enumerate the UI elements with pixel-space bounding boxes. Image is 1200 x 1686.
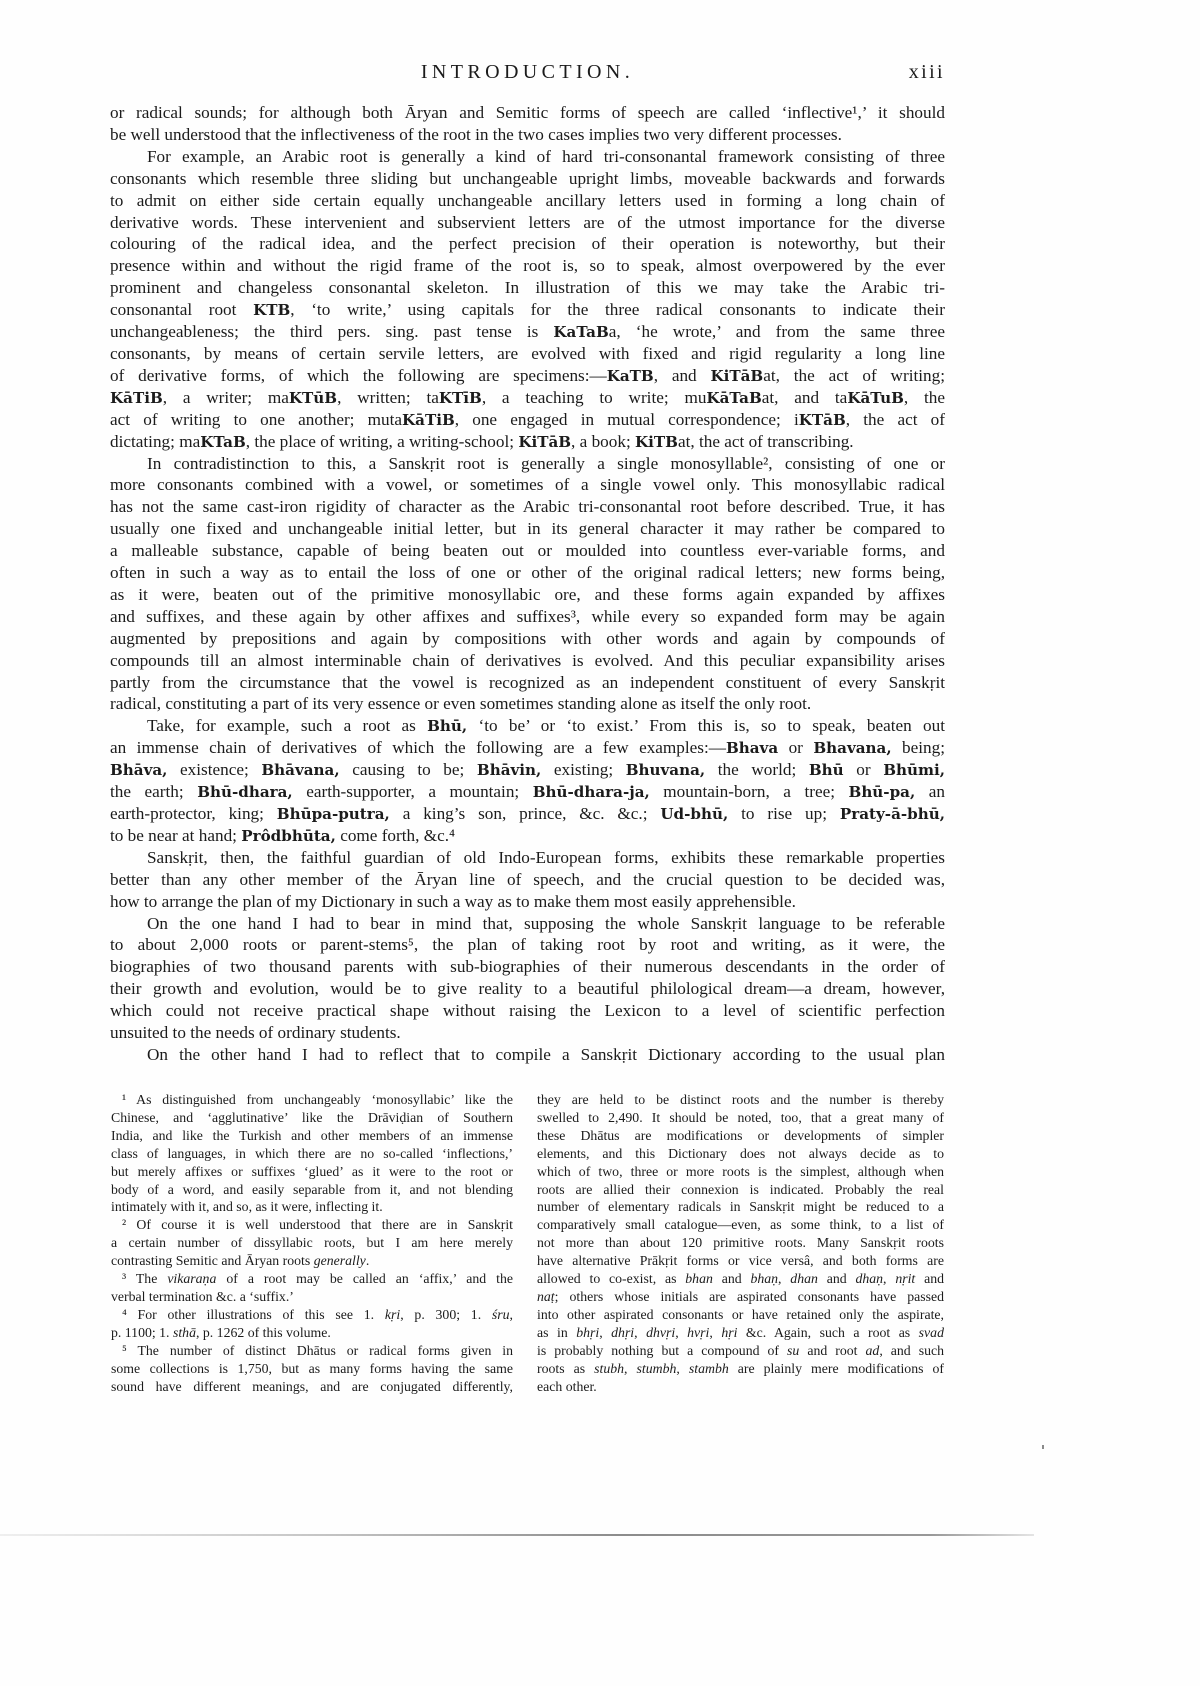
- text-run: ² Of course it is well understood that there are in Sanskṛit: [122, 1217, 513, 1233]
- text-run: or radical sounds; for although both Āryan and Semitic forms of speech are called ‘inflective¹,’ it should: [110, 103, 945, 122]
- bold-term: Bhūmi,: [883, 761, 945, 780]
- text-run: radical, constituting a part of its very essence or even sometimes standing alone as itself the only root.: [110, 694, 812, 714]
- text-run: , the place of writing, a writing-school;: [245, 431, 519, 451]
- text-run: some collections is 1,750, but as many forms having the same: [111, 1360, 513, 1376]
- text-run: not more than about 120 primitive roots. Many Sanskṛit roots: [537, 1235, 944, 1251]
- text-line: [110, 102, 945, 124]
- italic-term: śru: [491, 1306, 510, 1322]
- text-run: unchangeableness; the third pers. sing. past tense is: [110, 322, 554, 342]
- text-run: .: [365, 1253, 370, 1269]
- text-run: and: [712, 1271, 751, 1287]
- bold-term: Bhū: [808, 761, 844, 780]
- italic-term: generally: [313, 1253, 366, 1269]
- text-run: ³ The: [122, 1271, 168, 1287]
- footnotes-left-column: [111, 1091, 513, 1395]
- text-run: is probably nothing but a compound of: [537, 1342, 788, 1358]
- text-line: [537, 1306, 944, 1324]
- text-run: act of writing to one another; muta: [110, 409, 403, 429]
- bold-term: KTūB: [288, 388, 338, 407]
- text-run: and: [915, 1271, 944, 1287]
- text-line: [110, 956, 945, 978]
- footnote: [111, 1091, 513, 1216]
- bold-term: KiTāB: [710, 366, 764, 385]
- text-line: [110, 825, 945, 847]
- scan-artifact-rule: [0, 1534, 1034, 1536]
- text-line: [110, 277, 945, 299]
- text-line: [110, 759, 945, 781]
- text-run: each other.: [537, 1378, 597, 1394]
- text-run: , ‘to write,’ using capitals for the three radical consonants to indicate their: [290, 300, 945, 320]
- text-line: [110, 672, 945, 694]
- text-run: be well understood that the inflectiveness of the root in the two cases implies two very different processes.: [110, 124, 842, 144]
- text-line: [110, 343, 945, 365]
- text-run: into other aspirated consonants or have retained only the aspirate,: [537, 1306, 944, 1322]
- italic-term: dhan: [790, 1271, 818, 1287]
- text-run: to be near at hand;: [110, 825, 242, 845]
- text-run: at, the act of writing;: [763, 365, 945, 385]
- text-run: an immense chain of derivatives of which the following are a few examples:—: [110, 738, 726, 758]
- text-run: ,: [675, 1324, 688, 1340]
- bold-term: KTB: [253, 301, 291, 320]
- bold-term: Bhū-dhara-ja,: [532, 783, 650, 802]
- text-run: , the act of: [845, 409, 945, 429]
- text-run: and: [817, 1271, 856, 1287]
- text-run: biographies of two thousand parents with sub-biographies of their numerous descendants in the order of: [110, 957, 945, 977]
- bold-term: Bhū-dhara,: [197, 783, 293, 802]
- text-line: [537, 1198, 944, 1216]
- text-run: derivative words. These intervenient and subservient letters are of the utmost importance for the diverse: [110, 212, 945, 232]
- bold-term: Prôdbhūta,: [241, 826, 336, 845]
- text-line: [537, 1163, 944, 1181]
- bold-term: KaTB: [606, 366, 654, 385]
- text-line: [111, 1145, 513, 1163]
- italic-term: svad: [918, 1324, 944, 1340]
- text-line: [110, 781, 945, 803]
- text-run: and root: [799, 1342, 866, 1358]
- text-line: [537, 1181, 944, 1199]
- body-paragraph: [110, 847, 945, 913]
- italic-term: bhan: [685, 1271, 713, 1287]
- bold-term: KTāB: [798, 410, 846, 429]
- text-line: [111, 1216, 513, 1234]
- text-run: of derivative forms, of which the following are specimens:—: [110, 365, 607, 385]
- bold-term: Bhava: [725, 739, 779, 758]
- text-run: causing to be;: [339, 760, 477, 780]
- text-run: prominent and changeless consonantal skeleton. In illustration of this we may take the Arabic tri-: [110, 278, 945, 298]
- text-run: a, ‘he wrote,’ and from the same three: [608, 322, 945, 342]
- text-run: , a teaching to write; mu: [481, 387, 707, 407]
- text-run: has not the same cast-iron rigidity of character as the Arabic tri-consonantal root before described. True, it has: [110, 497, 945, 517]
- text-line: [110, 628, 945, 650]
- body-paragraph: [110, 913, 945, 1044]
- text-line: [537, 1324, 944, 1342]
- text-run: unsuited to the needs of ordinary students.: [110, 1023, 401, 1043]
- text-line: [111, 1091, 513, 1109]
- bold-term: KTīB: [438, 388, 482, 407]
- footnote: [111, 1270, 513, 1306]
- body-paragraph: [110, 146, 945, 453]
- text-run: ⁴ For other illustrations of this see 1.: [122, 1306, 385, 1322]
- text-run: ,: [676, 1360, 689, 1376]
- text-run: the world;: [705, 760, 809, 780]
- text-run: a malleable substance, capable of being beaten out or moulded into countless ever-variable forms, and: [110, 541, 945, 561]
- text-run: allowed to co-exist, as: [537, 1271, 686, 1287]
- bold-term: KaTaB: [553, 323, 609, 342]
- text-line: [110, 190, 945, 212]
- text-run: , the: [903, 387, 946, 407]
- text-run: at, the act of transcribing.: [677, 431, 854, 451]
- text-line: [111, 1181, 513, 1199]
- text-run: , p. 1262 of this volume.: [195, 1324, 331, 1340]
- text-run: partly from the circumstance that the vowel is recognized as an independent constituent of every Sanskṛit: [110, 672, 945, 692]
- text-line: [110, 1022, 945, 1044]
- text-run: For example, an Arabic root is generally a kind of hard tri-consonantal framework consisting of three: [147, 146, 945, 166]
- text-run: are plainly mere modifications of: [728, 1360, 944, 1376]
- italic-term: stumbh: [636, 1360, 677, 1376]
- text-line: [537, 1216, 944, 1234]
- text-run: &c. Again, such a root as: [737, 1324, 919, 1340]
- text-run: an: [915, 782, 945, 802]
- text-run: as in: [537, 1324, 577, 1340]
- italic-term: bhṛi: [576, 1324, 600, 1340]
- text-line: [110, 913, 945, 935]
- text-run: intimately with it, and so, as it were, inflecting it.: [111, 1199, 383, 1215]
- text-run: better than any other member of the Āryan line of speech, and the crucial question to be decided was,: [110, 869, 945, 889]
- italic-term: hvṛi: [687, 1324, 710, 1340]
- text-run: comparatively small catalogue—even, as some think, to a list of: [537, 1217, 944, 1233]
- bold-term: KāTiB: [402, 410, 455, 429]
- italic-term: nṛit: [895, 1271, 916, 1287]
- bold-term: KiTāB: [518, 432, 572, 451]
- text-run: they are held to be distinct roots and the number is thereby: [537, 1092, 944, 1107]
- italic-term: dhṛi: [611, 1324, 635, 1340]
- text-run: as it were, beaten out of the primitive monosyllabic ore, and these forms again expanded by affixes: [110, 584, 945, 604]
- text-run: usually one fixed and unchangeable initial letter, but in its general character it may rather be compared to: [110, 519, 945, 539]
- scan-speck: [1042, 1445, 1044, 1449]
- italic-term: stambh: [688, 1360, 729, 1376]
- bold-term: Bhū-pa,: [848, 783, 916, 802]
- text-run: consonants, by means of certain servile letters, are evolved with fixed and rigid regularity a long line: [110, 343, 945, 363]
- text-line: [110, 453, 945, 475]
- body-paragraph: [110, 453, 945, 716]
- text-run: elements, and this Dictionary does not always decide as to: [537, 1145, 944, 1161]
- text-line: [110, 321, 945, 343]
- text-line: [111, 1127, 513, 1145]
- text-run: swelled to 2,490. It should be noted, too, that a great many of: [537, 1109, 944, 1125]
- italic-term: vikaraṇa: [167, 1271, 217, 1287]
- text-run: ‘to be’ or ‘to exist.’ From this is, so to speak, beaten out: [467, 716, 946, 736]
- text-run: of a root may be called an ‘affix,’ and the: [216, 1271, 513, 1287]
- text-run: class of languages, in which there are no so-called ‘inflections,’: [111, 1145, 513, 1161]
- text-run: the earth;: [110, 782, 198, 802]
- text-run: earth-supporter, a mountain;: [292, 782, 533, 802]
- text-line: [111, 1163, 513, 1181]
- italic-term: kṛi: [384, 1306, 401, 1322]
- text-line: [111, 1306, 513, 1324]
- text-run: compounds till an almost interminable chain of derivatives is evolved. And this peculiar expansibility arises: [110, 650, 945, 670]
- text-line: [110, 934, 945, 956]
- bold-term: Bhāva,: [110, 761, 168, 780]
- text-run: roots as: [537, 1360, 595, 1376]
- text-run: or: [843, 760, 884, 780]
- italic-term: su: [787, 1342, 800, 1358]
- text-line: [110, 233, 945, 255]
- text-run: ,: [624, 1360, 637, 1376]
- text-run: sound have different meanings, and are conjugated differently,: [111, 1378, 513, 1394]
- text-run: come forth, &c.⁴: [335, 825, 455, 845]
- text-line: [537, 1091, 944, 1109]
- text-line: [110, 212, 945, 234]
- text-run: , and such: [879, 1342, 945, 1358]
- footnote: [111, 1306, 513, 1342]
- text-line: [110, 869, 945, 891]
- text-run: existence;: [167, 760, 262, 780]
- text-run: but merely affixes or suffixes ‘glued’ as it were to the root or: [111, 1163, 513, 1179]
- text-run: at, and ta: [761, 387, 848, 407]
- text-line: [111, 1109, 513, 1127]
- footnote: [111, 1342, 513, 1396]
- text-run: to rise up;: [728, 804, 840, 823]
- text-line: [537, 1378, 944, 1396]
- text-run: ,: [634, 1324, 647, 1340]
- text-run: to about 2,000 roots or parent-stems⁵, the plan of taking root by root and writing, as it were, the: [110, 935, 945, 955]
- bold-term: KāTuB: [847, 388, 904, 407]
- bold-term: Bhūpa-putra,: [276, 805, 390, 823]
- text-line: [110, 518, 945, 540]
- bold-term: KāTiB: [110, 388, 163, 407]
- bold-term: KiTB: [635, 432, 678, 451]
- text-line: [110, 168, 945, 190]
- text-line: [537, 1252, 944, 1270]
- running-head-title: INTRODUCTION.: [420, 61, 635, 83]
- text-run: number of elementary radicals in Sanskṛit might be reduced to a: [537, 1199, 944, 1215]
- text-run: ⁵ The number of distinct Dhātus or radical forms given in: [122, 1342, 513, 1358]
- text-line: [110, 803, 945, 825]
- text-run: which could not receive practical shape without raising the Lexicon to a level of scientific perfection: [110, 1001, 945, 1021]
- text-run: have alternative Prākṛit forms or vice versâ, and both forms are: [537, 1253, 944, 1269]
- text-line: [110, 409, 945, 431]
- italic-term: bhaṇ: [750, 1271, 779, 1287]
- text-run: , and: [653, 365, 711, 385]
- text-line: [111, 1288, 513, 1306]
- text-run: ; others whose initials are aspirated consonants have passed: [554, 1288, 944, 1304]
- text-run: these Dhātus are modifications or developments of simpler: [537, 1127, 944, 1143]
- text-line: [111, 1342, 513, 1360]
- text-line: [110, 606, 945, 628]
- text-line: [110, 562, 945, 584]
- text-run: Take, for example, such a root as: [147, 716, 428, 736]
- page-number: xiii: [908, 61, 945, 83]
- text-line: [537, 1145, 944, 1163]
- text-run: ,: [883, 1271, 896, 1287]
- text-run: ,: [599, 1324, 612, 1340]
- text-run: On the other hand I had to reflect that to compile a Sanskṛit Dictionary according to the usual plan: [147, 1044, 945, 1064]
- bold-term: Bhū,: [427, 717, 468, 736]
- text-run: , p. 300; 1.: [400, 1306, 492, 1322]
- text-line: [110, 978, 945, 1000]
- text-line: [110, 1000, 945, 1022]
- italic-term: hṛi: [721, 1324, 738, 1340]
- text-run: which of two, three or more roots is the simplest, although when: [537, 1163, 944, 1179]
- text-run: Chinese, and ‘agglutinative’ like the Drāviḍian of Southern: [111, 1109, 513, 1125]
- text-line: [110, 737, 945, 759]
- text-run: colouring of the radical idea, and the perfect precision of their operation is noteworthy, but their: [110, 234, 945, 254]
- text-line: [111, 1270, 513, 1288]
- text-line: [537, 1127, 944, 1145]
- text-line: [111, 1198, 513, 1216]
- text-run: ,: [509, 1306, 513, 1322]
- text-run: India, and like the Turkish and other members of an immense: [111, 1127, 513, 1143]
- text-line: [110, 299, 945, 321]
- text-run: verbal termination &c. a ‘suffix.’: [111, 1288, 294, 1304]
- bold-term: Bhuvana,: [625, 761, 706, 780]
- footnote: [111, 1216, 513, 1270]
- text-line: [111, 1234, 513, 1252]
- text-line: [110, 146, 945, 168]
- bold-term: Praty-ā-bhū,: [839, 805, 945, 823]
- text-line: [110, 693, 945, 715]
- running-head: [110, 59, 945, 85]
- text-run: , written; ta: [337, 387, 439, 407]
- text-run: , one engaged in mutual correspondence; i: [454, 409, 799, 429]
- main-text: [110, 102, 945, 1066]
- text-line: [110, 474, 945, 496]
- text-run: contrasting Semitic and Āryan roots: [111, 1253, 314, 1269]
- bold-term: KāTaB: [706, 388, 762, 407]
- text-line: [110, 715, 945, 737]
- text-run: In contradistinction to this, a Sanskṛit root is generally a single monosyllable², consisting of one or: [147, 453, 945, 473]
- text-run: ¹ As distinguished from unchangeably ‘monosyllabic’ like the: [122, 1092, 513, 1107]
- text-run: augmented by prepositions and again by compositions with other words and again by compounds of: [110, 628, 945, 648]
- text-run: earth-protector, king;: [110, 804, 277, 823]
- text-run: consonants which resemble three sliding but unchangeable upright limbs, moveable backwards and forwards: [110, 168, 945, 188]
- text-line: [111, 1360, 513, 1378]
- italic-term: naṭ: [537, 1288, 555, 1304]
- text-run: On the one hand I had to bear in mind that, supposing the whole Sanskṛit language to be referable: [147, 913, 945, 933]
- bold-term: Bhāvin,: [476, 761, 542, 780]
- text-run: existing;: [541, 760, 626, 780]
- text-line: [110, 1044, 945, 1066]
- text-line: [110, 540, 945, 562]
- text-run: mountain-born, a tree;: [649, 782, 849, 802]
- footnote: [537, 1091, 944, 1395]
- italic-term: ad: [865, 1342, 880, 1358]
- text-line: [110, 255, 945, 277]
- text-run: their growth and evolution, would be to give reality to a beautiful philological dream—a dream, however,: [110, 979, 945, 999]
- text-line: [537, 1234, 944, 1252]
- italic-term: stubh: [594, 1360, 625, 1376]
- text-line: [110, 584, 945, 606]
- text-line: [111, 1252, 513, 1270]
- text-line: [110, 847, 945, 869]
- text-run: how to arrange the plan of my Dictionary in such a way as to make them most easily apprehensible.: [110, 891, 796, 911]
- text-run: and suffixes, and these again by other affixes and suffixes³, while every so expanded form may be again: [110, 606, 945, 626]
- text-run: often in such a way as to entail the loss of one or other of the original radical letters; new forms being,: [110, 563, 945, 583]
- text-run: presence within and without the rigid frame of the root is, so to speak, almost overpowered by the ever: [110, 256, 945, 276]
- text-run: more consonants combined with a vowel, or sometimes of a single vowel only. This monosyllabic radical: [110, 475, 945, 495]
- text-line: [537, 1109, 944, 1127]
- body-paragraph: [110, 715, 945, 846]
- bold-term: KTaB: [200, 432, 246, 451]
- text-run: Sanskṛit, then, the faithful guardian of old Indo-European forms, exhibits these remarkable properties: [147, 847, 945, 867]
- text-line: [110, 124, 945, 146]
- body-paragraph: [110, 1044, 945, 1066]
- text-run: ,: [709, 1324, 722, 1340]
- text-run: p. 1100; 1.: [111, 1324, 173, 1340]
- text-line: [537, 1288, 944, 1306]
- bold-term: Bhāvana,: [261, 761, 340, 780]
- italic-term: dhaṇ: [855, 1271, 884, 1287]
- text-run: dictating; ma: [110, 431, 201, 451]
- text-run: a certain number of dissyllabic roots, but I am here merely: [111, 1235, 513, 1251]
- text-line: [111, 1324, 513, 1342]
- text-run: being;: [891, 738, 945, 758]
- footnotes-right-column: [537, 1091, 944, 1395]
- italic-term: dhvṛi: [646, 1324, 676, 1340]
- text-line: [110, 650, 945, 672]
- text-run: , a writer; ma: [162, 387, 289, 407]
- text-run: ,: [778, 1271, 791, 1287]
- text-line: [110, 496, 945, 518]
- text-run: roots are allied their connexion is indicated. Probably the real: [537, 1181, 944, 1197]
- text-line: [537, 1270, 944, 1288]
- text-run: or: [778, 738, 814, 758]
- text-run: body of a word, and easily separable from it, and not blending: [111, 1181, 513, 1197]
- text-run: consonantal root: [110, 300, 254, 320]
- text-line: [110, 387, 945, 409]
- text-run: , a book;: [571, 431, 636, 451]
- text-run: to admit on either side certain equally unchangeable ancillary letters used in forming a long chain of: [110, 190, 945, 210]
- text-line: [537, 1360, 944, 1378]
- text-line: [111, 1378, 513, 1396]
- body-paragraph: [110, 102, 945, 146]
- text-line: [110, 891, 945, 913]
- text-line: [110, 431, 945, 453]
- italic-term: sthā: [172, 1324, 196, 1340]
- bold-term: Bhavana,: [813, 739, 892, 758]
- text-line: [537, 1342, 944, 1360]
- bold-term: Ud-bhū,: [660, 805, 729, 823]
- text-run: a king’s son, prince, &c. &c.;: [389, 804, 661, 823]
- text-line: [110, 365, 945, 387]
